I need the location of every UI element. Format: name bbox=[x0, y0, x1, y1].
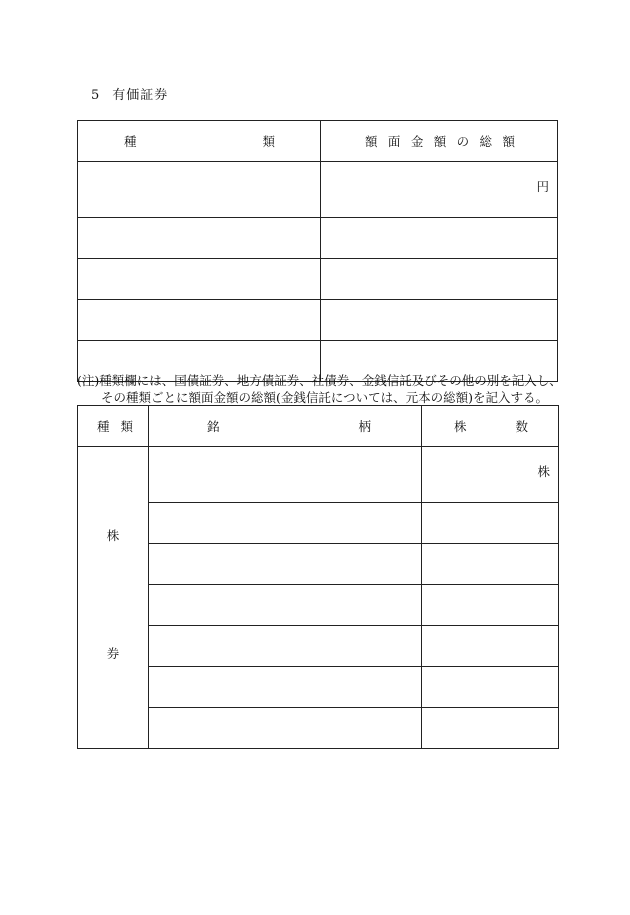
table-row bbox=[78, 162, 558, 218]
amount-cell[interactable] bbox=[321, 162, 558, 218]
table-row bbox=[78, 708, 559, 749]
header-char: 類 bbox=[262, 134, 275, 149]
issue-name-cell[interactable] bbox=[149, 544, 422, 585]
table-row bbox=[78, 447, 559, 503]
amount-cell[interactable] bbox=[321, 218, 558, 259]
section-title: 有価証券 bbox=[112, 88, 169, 103]
header-char: 総 bbox=[479, 134, 493, 149]
issue-name-cell[interactable] bbox=[149, 708, 422, 749]
issue-name-cell[interactable] bbox=[149, 585, 422, 626]
table-row bbox=[78, 544, 559, 585]
table-row bbox=[78, 218, 558, 259]
share-count-cell[interactable] bbox=[422, 667, 559, 708]
header-kind bbox=[78, 121, 321, 162]
header-share-count bbox=[422, 406, 559, 447]
header-char: 株 bbox=[454, 419, 467, 434]
header-char: 類 bbox=[120, 419, 133, 434]
header-face-amount-total bbox=[321, 121, 558, 162]
header-char: 数 bbox=[515, 419, 528, 434]
table-row bbox=[78, 667, 559, 708]
table-row bbox=[78, 626, 559, 667]
yen-unit: 円 bbox=[536, 179, 549, 194]
stock-certificates-table bbox=[77, 405, 559, 749]
table-row bbox=[78, 300, 558, 341]
table-row bbox=[78, 259, 558, 300]
amount-cell[interactable] bbox=[321, 300, 558, 341]
section-number: 5 bbox=[91, 88, 101, 103]
share-count-cell[interactable] bbox=[422, 503, 559, 544]
kind-cell[interactable] bbox=[78, 300, 321, 341]
table-header-row bbox=[78, 121, 558, 162]
issue-name-cell[interactable] bbox=[149, 447, 422, 503]
share-count-cell[interactable] bbox=[422, 544, 559, 585]
kind-cell[interactable] bbox=[78, 218, 321, 259]
securities-amount-table bbox=[77, 120, 558, 382]
type-char-1: 株 bbox=[106, 528, 120, 543]
note-line-2: その種類ごとに額面金額の総額(金銭信託については、元本の総額)を記入する。 bbox=[101, 390, 549, 405]
issue-name-cell[interactable] bbox=[149, 503, 422, 544]
kind-cell[interactable] bbox=[78, 162, 321, 218]
header-char: の bbox=[456, 134, 470, 149]
header-char: 銘 bbox=[207, 419, 220, 434]
type-cell-stock-certificates bbox=[78, 447, 149, 749]
section-heading bbox=[91, 84, 168, 103]
header-char: 額 bbox=[433, 134, 447, 149]
issue-name-cell[interactable] bbox=[149, 626, 422, 667]
header-char: 額 bbox=[502, 134, 515, 149]
header-char: 柄 bbox=[358, 419, 371, 434]
share-count-cell[interactable] bbox=[422, 447, 559, 503]
amount-cell[interactable] bbox=[321, 259, 558, 300]
header-char: 種 bbox=[124, 134, 137, 149]
share-count-cell[interactable] bbox=[422, 626, 559, 667]
shares-unit: 株 bbox=[537, 464, 550, 479]
header-char: 額 bbox=[365, 134, 378, 149]
header-type bbox=[78, 406, 149, 447]
table-row bbox=[78, 503, 559, 544]
share-count-cell[interactable] bbox=[422, 585, 559, 626]
header-char: 種 bbox=[97, 419, 110, 434]
share-count-cell[interactable] bbox=[422, 708, 559, 749]
table-header-row bbox=[78, 406, 559, 447]
note-line-1: (注)種類欄には、国債証券、地方債証券、社債券、金銭信託及びその他の別を記入し、 bbox=[77, 373, 562, 388]
issue-name-cell[interactable] bbox=[149, 667, 422, 708]
header-char: 金 bbox=[410, 134, 424, 149]
table-row bbox=[78, 585, 559, 626]
header-char: 面 bbox=[387, 134, 401, 149]
type-char-2: 券 bbox=[106, 646, 120, 661]
kind-cell[interactable] bbox=[78, 259, 321, 300]
header-issue-name bbox=[149, 406, 422, 447]
